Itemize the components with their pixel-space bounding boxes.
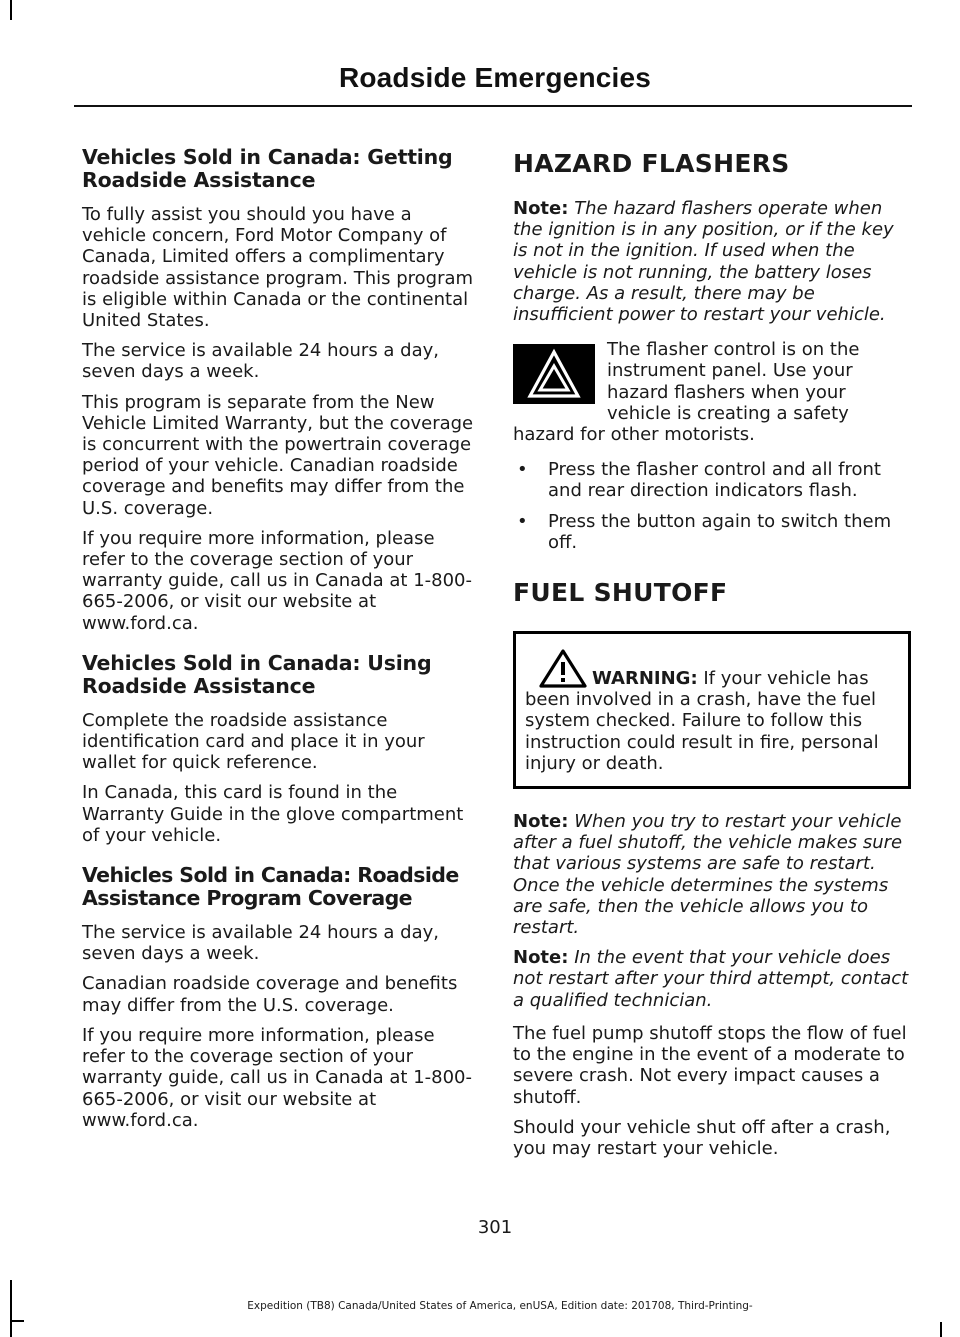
section-using-roadside-assistance <box>82 652 474 846</box>
list-item <box>513 459 911 501</box>
section-getting-roadside-assistance <box>82 146 474 634</box>
paragraph: If you require more information, please refer to the coverage section of your warranty guide, call us in Canada at 1-800-665-2006, or visit our website at www.ford.ca. <box>82 527 472 634</box>
warning-box <box>513 631 911 789</box>
section-heading: Vehicles Sold in Canada: Getting Roadside Assistance <box>82 145 453 192</box>
bullet-marker: • <box>517 459 528 481</box>
note <box>513 811 911 938</box>
paragraph: To fully assist you should you have a vehicle concern, Ford Motor Company of Canada, Limited offers a complimentary roadside assistance program. This program is eligible within Canada or the continental United States. <box>82 204 474 332</box>
bullet-marker: • <box>517 510 528 532</box>
bullet-list <box>513 459 911 553</box>
flasher-description <box>513 339 911 445</box>
section-fuel-shutoff <box>513 579 911 1159</box>
paragraph: If you require more information, please refer to the coverage section of your warranty guide, call us in Canada at 1-800-665-2006, or visit our website at www.ford.ca. <box>82 1024 472 1131</box>
section-heading: FUEL SHUTOFF <box>513 578 728 608</box>
paragraph: The fuel pump shutoff stops the flow of fuel to the engine in the event of a moderate to severe crash. Not every impact causes a shutoff. <box>513 1022 907 1108</box>
left-column <box>82 146 474 1140</box>
warning-label: WARNING: <box>592 668 698 690</box>
paragraph: In Canada, this card is found in the Warranty Guide in the glove compartment of your vehicle. <box>82 782 464 846</box>
warning-text <box>525 648 899 774</box>
note-text: The hazard flashers operate when the ignition is in any position, or if the key is not in the ignition. If used when the vehicle is not running, the battery loses charge. As a result, there may be insufficient power to restart your vehicle. <box>513 198 894 326</box>
page-number: 301 <box>477 1217 513 1238</box>
crop-mark <box>940 1322 942 1337</box>
paragraph: The service is available 24 hours a day, seven days a week. <box>82 922 440 965</box>
paragraph: The service is available 24 hours a day, seven days a week. <box>82 340 440 383</box>
note <box>513 198 911 325</box>
note-label: Note: <box>513 198 569 219</box>
header-rule <box>74 105 912 107</box>
paragraph: Complete the roadside assistance identification card and place it in your wallet for quick reference. <box>82 709 425 774</box>
paragraph: This program is separate from the New Vehicle Limited Warranty, but the coverage is concurrent with the powertrain coverage period of your vehicle. Canadian roadside coverage and benefits may differ from the U.S. coverage. <box>82 391 474 519</box>
list-item-text: Press the flasher control and all front and rear direction indicators flash. <box>548 459 881 502</box>
section-heading: HAZARD FLASHERS <box>513 149 790 178</box>
page-footer: Expedition (TB8) Canada/United States of America, enUSA, Edition date: 201708, Third-Printing- <box>247 1300 753 1312</box>
right-column <box>513 146 911 1168</box>
paragraph: Canadian roadside coverage and benefits may differ from the U.S. coverage. <box>82 973 458 1016</box>
section-heading: Vehicles Sold in Canada: Roadside Assistance Program Coverage <box>82 863 459 911</box>
note-text: In the event that your vehicle does not restart after your third attempt, contact a qualified technician. <box>513 947 909 1011</box>
page-header-title: Roadside Emergencies <box>338 62 652 93</box>
paragraph: The flasher control is on the instrument panel. Use your hazard flashers when your vehicle is creating a safety hazard for other motorists. <box>513 339 860 446</box>
warning-body: If your vehicle has been involved in a crash, have the fuel system checked. Failure to follow this instruction could result in fire, personal injury or death. <box>525 668 879 774</box>
crop-mark <box>10 0 12 20</box>
note <box>513 947 911 1011</box>
crop-mark <box>10 1320 24 1322</box>
hazard-triangle-icon <box>513 344 595 404</box>
list-item <box>513 511 911 553</box>
note-text: When you try to restart your vehicle after a fuel shutoff, the vehicle makes sure that various systems are safe to restart. Once the vehicle determines the systems are safe, then the vehicle allows you to restart. <box>513 811 903 939</box>
paragraph: Should your vehicle shut off after a crash, you may restart your vehicle. <box>513 1116 891 1159</box>
section-hazard-flashers <box>513 150 911 553</box>
section-heading: Vehicles Sold in Canada: Using Roadside Assistance <box>82 650 432 698</box>
note-label: Note: <box>513 811 569 833</box>
section-program-coverage <box>82 864 474 1131</box>
list-item-text: Press the button again to switch them off. <box>548 510 892 553</box>
note-label: Note: <box>513 947 569 969</box>
warning-triangle-icon <box>538 648 588 688</box>
